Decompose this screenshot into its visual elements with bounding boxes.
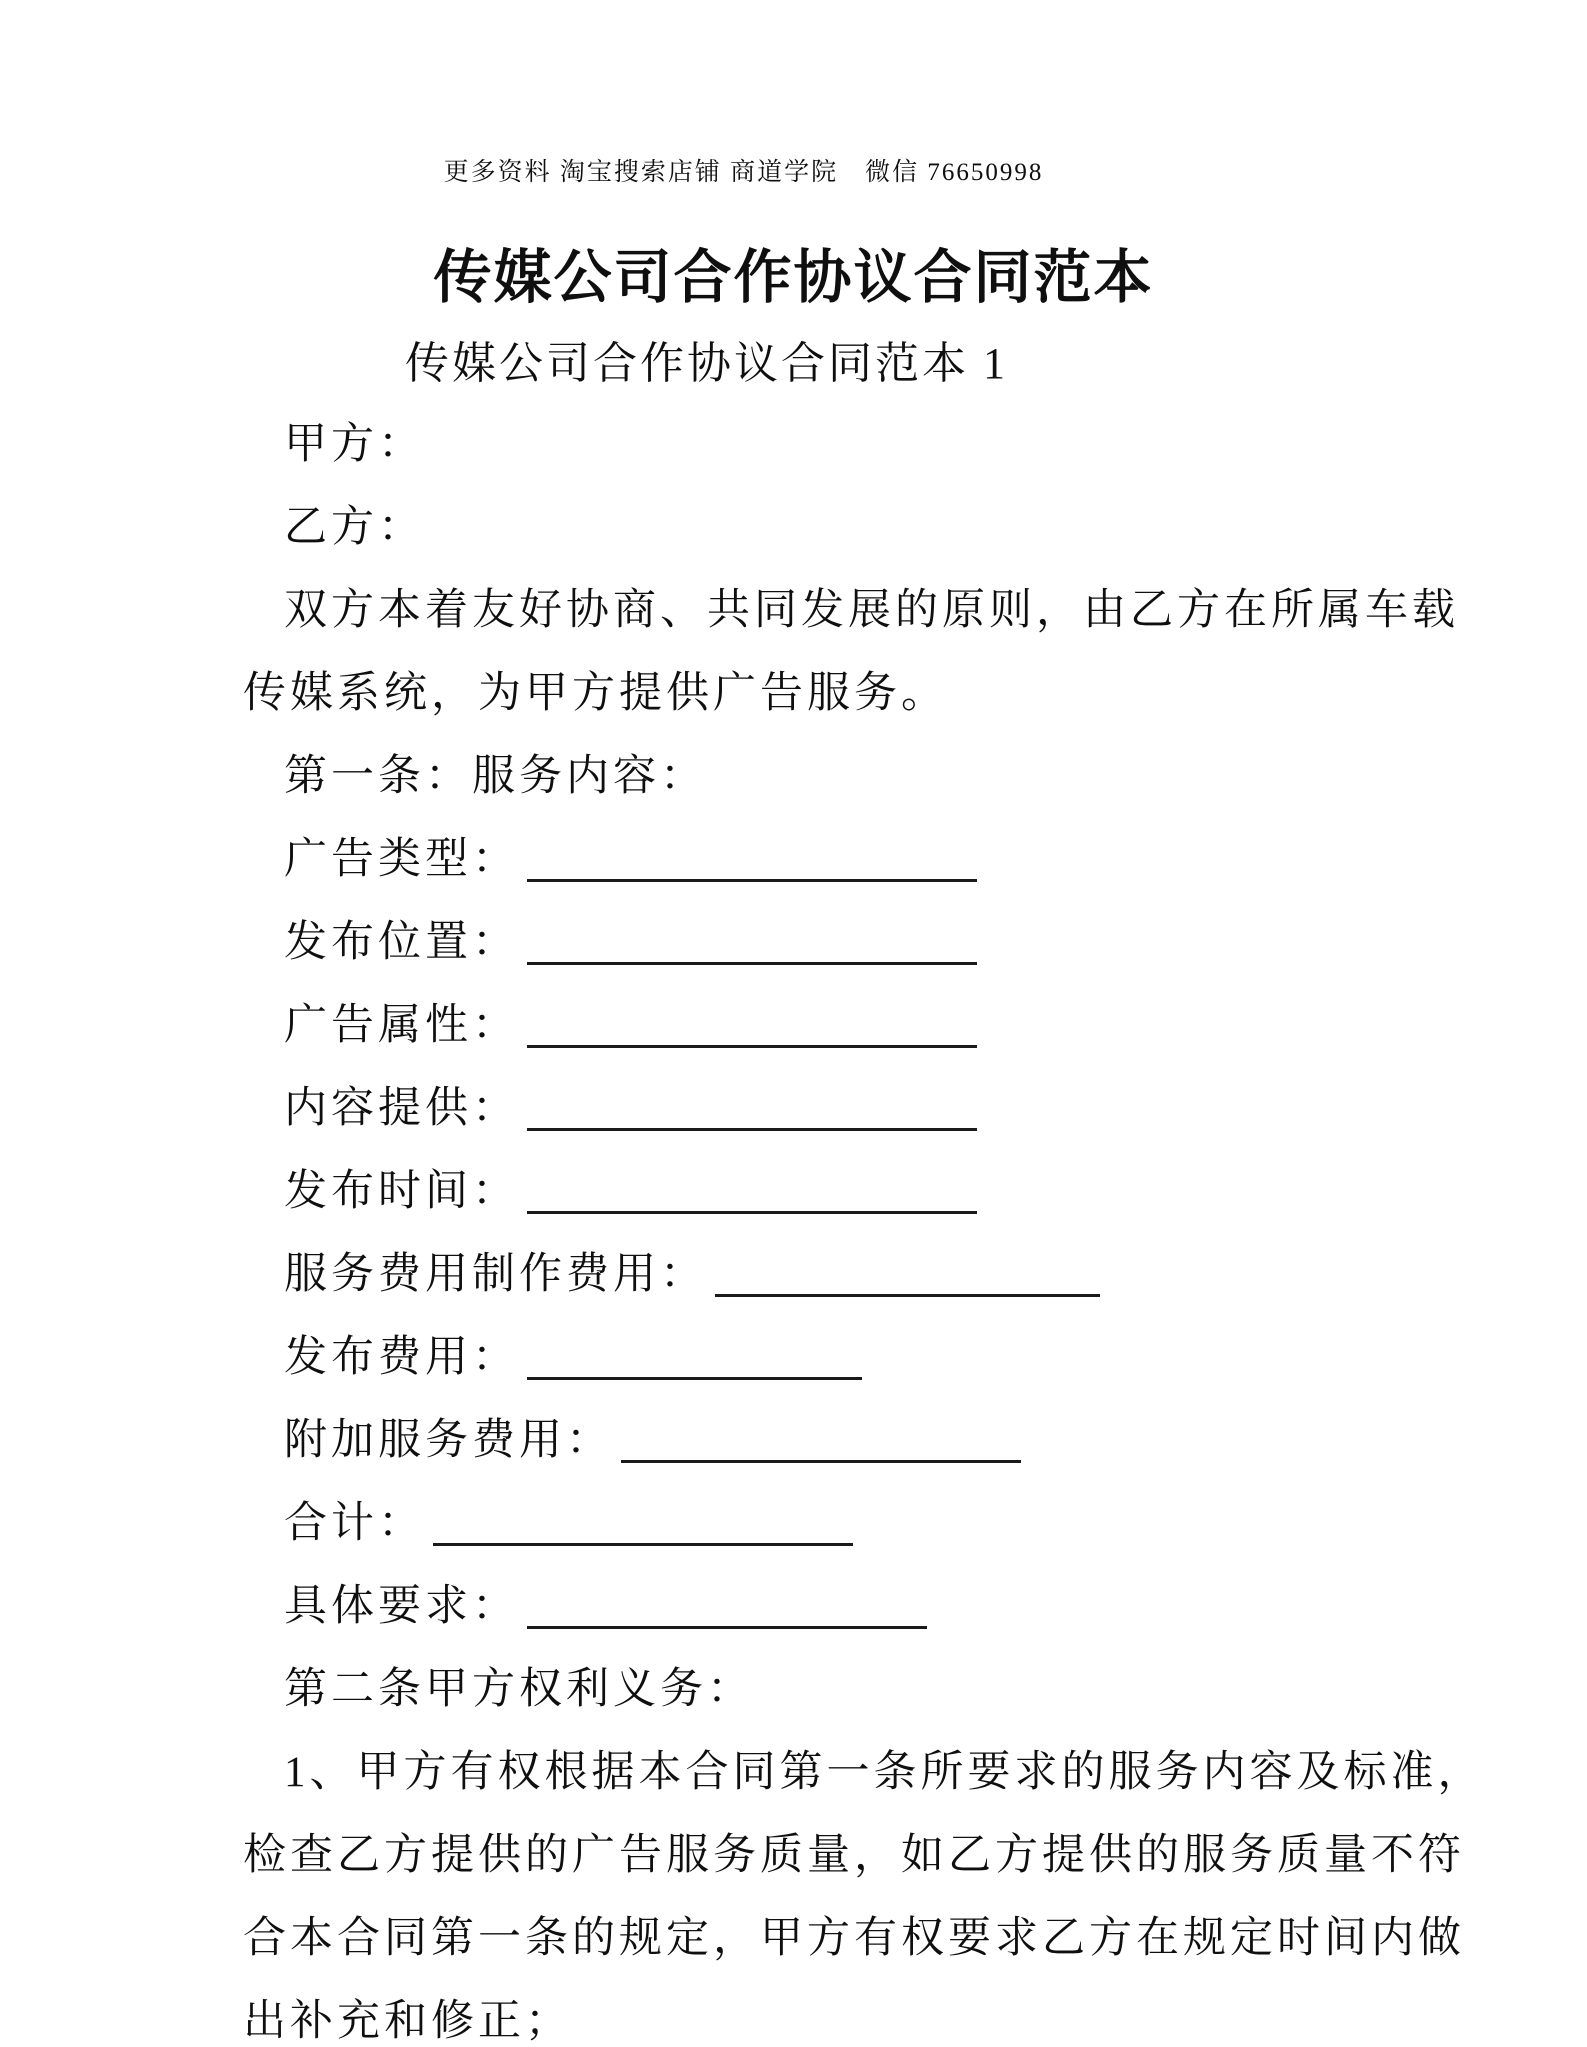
fill-blank-line	[527, 1377, 862, 1380]
field-label: 发布费用：	[284, 1334, 519, 1381]
clause1-line: 出补充和修正；	[243, 1998, 572, 2045]
fill-blank-line	[621, 1460, 1021, 1463]
fill-blank-line	[527, 1626, 927, 1629]
field-label: 广告属性：	[284, 1002, 519, 1049]
party-b-line: 乙方：	[284, 504, 425, 551]
field-line-total	[243, 1482, 1547, 1565]
intro-paragraph	[243, 569, 1547, 735]
field-label: 发布位置：	[284, 919, 519, 966]
field-line-publish-position	[243, 901, 1547, 984]
party-a-line: 甲方：	[284, 421, 425, 468]
clause1-line: 检查乙方提供的广告服务质量，如乙方提供的服务质量不符	[243, 1832, 1465, 1879]
fill-blank-line	[527, 962, 977, 965]
clause1-paragraph	[243, 1731, 1547, 2047]
field-label: 内容提供：	[284, 1085, 519, 1132]
doc-body	[243, 403, 1547, 2047]
field-label: 附加服务费用：	[284, 1417, 613, 1464]
fill-blank-line	[527, 1211, 977, 1214]
field-label: 具体要求：	[284, 1583, 519, 1630]
field-line-ad-attribute	[243, 984, 1547, 1067]
intro-line: 传媒系统，为甲方提供广告服务。	[243, 670, 948, 717]
clause1-line: 合本合同第一条的规定，甲方有权要求乙方在规定时间内做	[243, 1915, 1465, 1962]
field-label: 广告类型：	[284, 836, 519, 883]
fill-blank-line	[527, 1045, 977, 1048]
clause1-line: 1、甲方有权根据本合同第一条所要求的服务内容及标准，	[284, 1749, 1485, 1796]
article2-heading: 第二条甲方权利义务：	[284, 1666, 754, 1713]
intro-line: 双方本着友好协商、共同发展的原则，由乙方在所属车载	[284, 587, 1459, 634]
article1-heading: 第一条：服务内容：	[284, 753, 707, 800]
field-label: 服务费用制作费用：	[284, 1251, 707, 1298]
field-line-ad-type	[243, 818, 1547, 901]
fill-blank-line	[527, 1128, 977, 1131]
field-line-content-provider	[243, 1067, 1547, 1150]
header-note: 更多资料 淘宝搜索店铺 商道学院 微信 76650998	[443, 159, 1044, 186]
fill-blank-line	[527, 879, 977, 882]
fill-blank-line	[715, 1294, 1100, 1297]
fill-blank-line	[433, 1543, 853, 1546]
field-line-extra-service-fee	[243, 1399, 1547, 1482]
field-line-specific-requirements	[243, 1565, 1547, 1648]
field-line-service-production-fee	[243, 1233, 1547, 1316]
field-line-publish-time	[243, 1150, 1547, 1233]
doc-subtitle: 传媒公司合作协议合同范本 1	[405, 339, 1008, 388]
field-label: 合计：	[284, 1500, 425, 1547]
doc-title: 传媒公司合作协议合同范本	[433, 245, 1154, 310]
field-label: 发布时间：	[284, 1168, 519, 1215]
field-line-publish-fee	[243, 1316, 1547, 1399]
